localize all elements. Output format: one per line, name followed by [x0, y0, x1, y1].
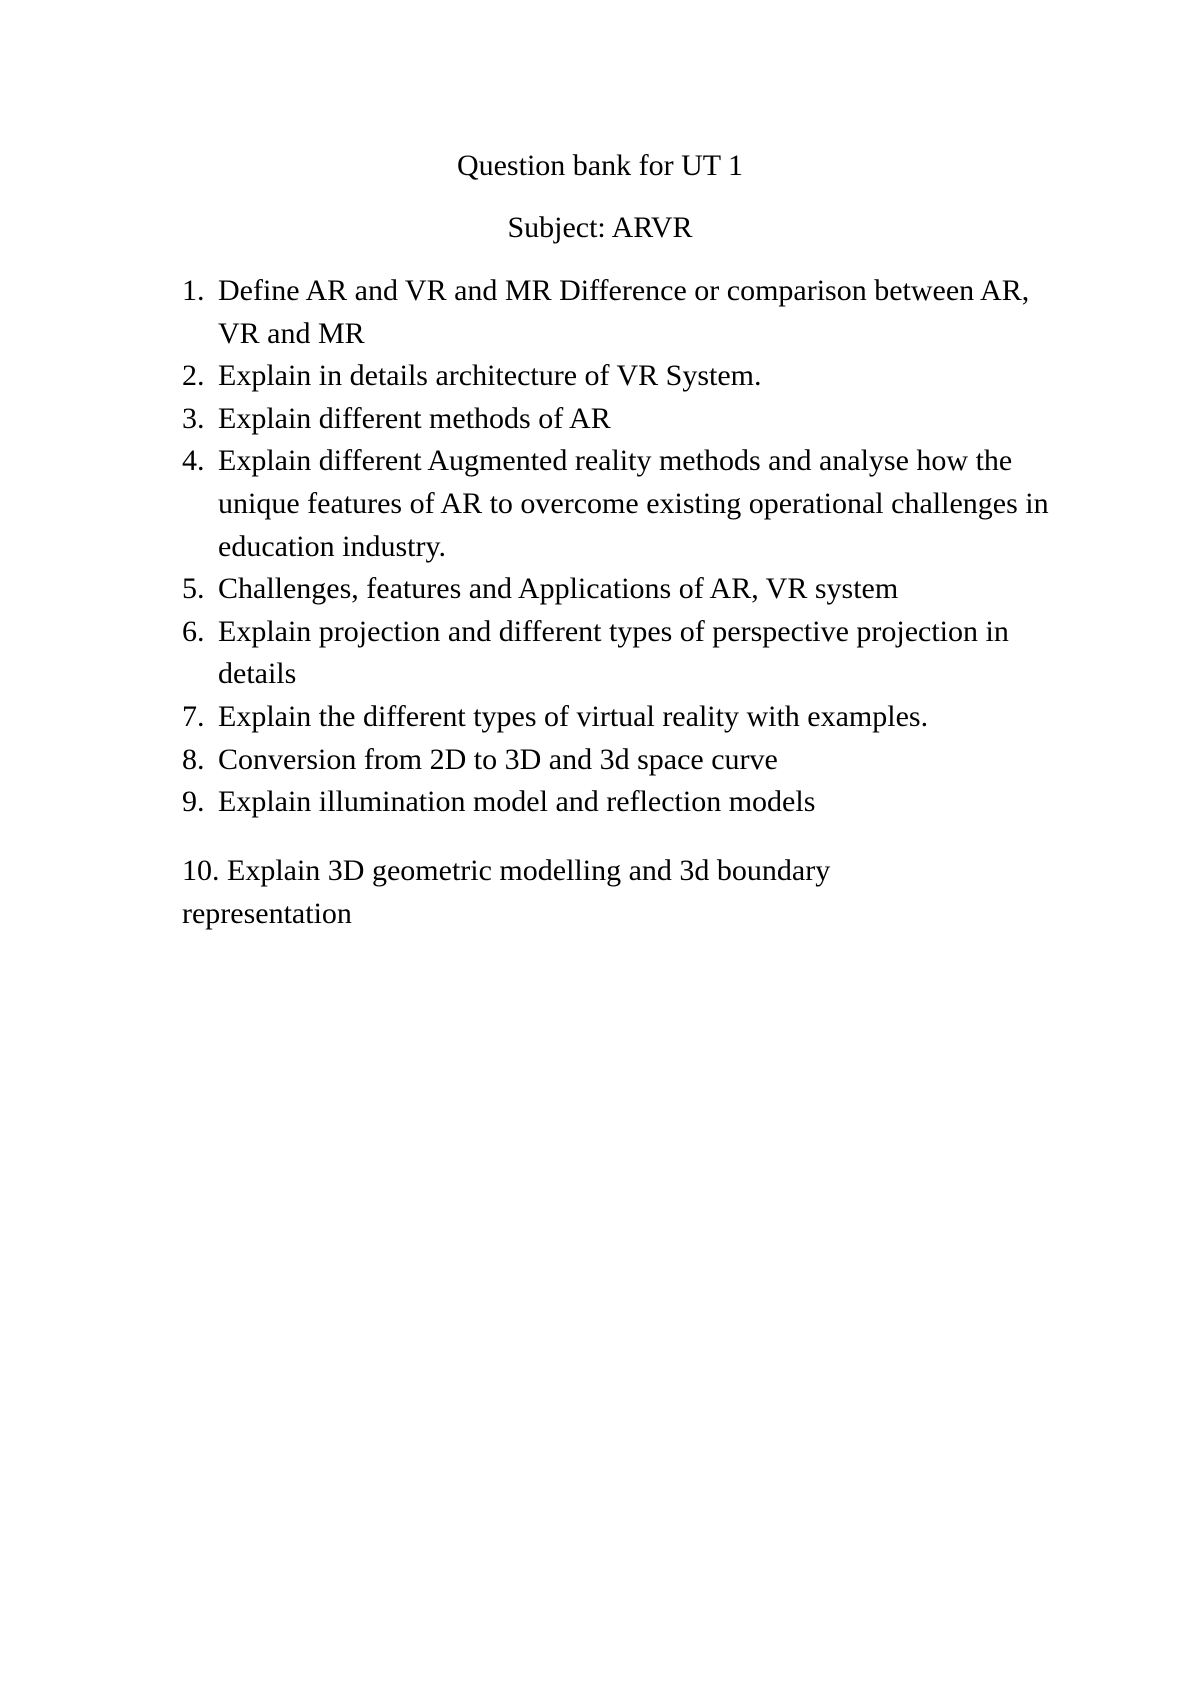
question-item: [182, 568, 1062, 611]
question-item: [182, 611, 1062, 696]
question-number: 4.: [182, 444, 205, 478]
question-item: [182, 781, 1062, 824]
question-item: [182, 739, 1062, 782]
question-item: [182, 270, 1062, 355]
question-number: 8.: [182, 742, 205, 776]
question-item: [182, 398, 1062, 441]
question-text: Explain illumination model and reflection models: [218, 785, 816, 819]
question-item: [182, 696, 1062, 739]
document-subject: Subject: ARVR: [507, 211, 693, 244]
question-number: 7.: [182, 699, 205, 733]
question-number: 2.: [182, 359, 205, 393]
question-item: [182, 440, 1062, 568]
question-number: 5.: [182, 572, 205, 606]
question-10-text: 10. Explain 3D geometric modelling and 3d boundary representation: [182, 854, 831, 930]
question-number: 3.: [182, 401, 205, 435]
question-number: 6.: [182, 614, 205, 648]
document-title: Question bank for UT 1: [456, 149, 744, 182]
question-text: Define AR and VR and MR Difference or comparison between AR, VR and MR: [218, 274, 1030, 350]
question-text: Explain different Augmented reality methods and analyse how the unique features of AR to overcome existing operational challenges in education industry.: [218, 444, 1049, 563]
question-number: 1.: [182, 274, 205, 307]
question-text: Explain different methods of AR: [218, 401, 611, 435]
question-text: Explain the different types of virtual reality with examples.: [218, 699, 929, 733]
question-number: 9.: [182, 785, 205, 819]
question-text: Explain projection and different types of perspective projection in details: [218, 614, 1009, 691]
question-text: Challenges, features and Applications of AR, VR system: [218, 572, 899, 606]
question-text: Conversion from 2D to 3D and 3d space curve: [218, 742, 778, 776]
question-list: [182, 270, 1062, 824]
question-item: [182, 355, 1062, 398]
question-text: Explain in details architecture of VR System.: [218, 359, 762, 393]
